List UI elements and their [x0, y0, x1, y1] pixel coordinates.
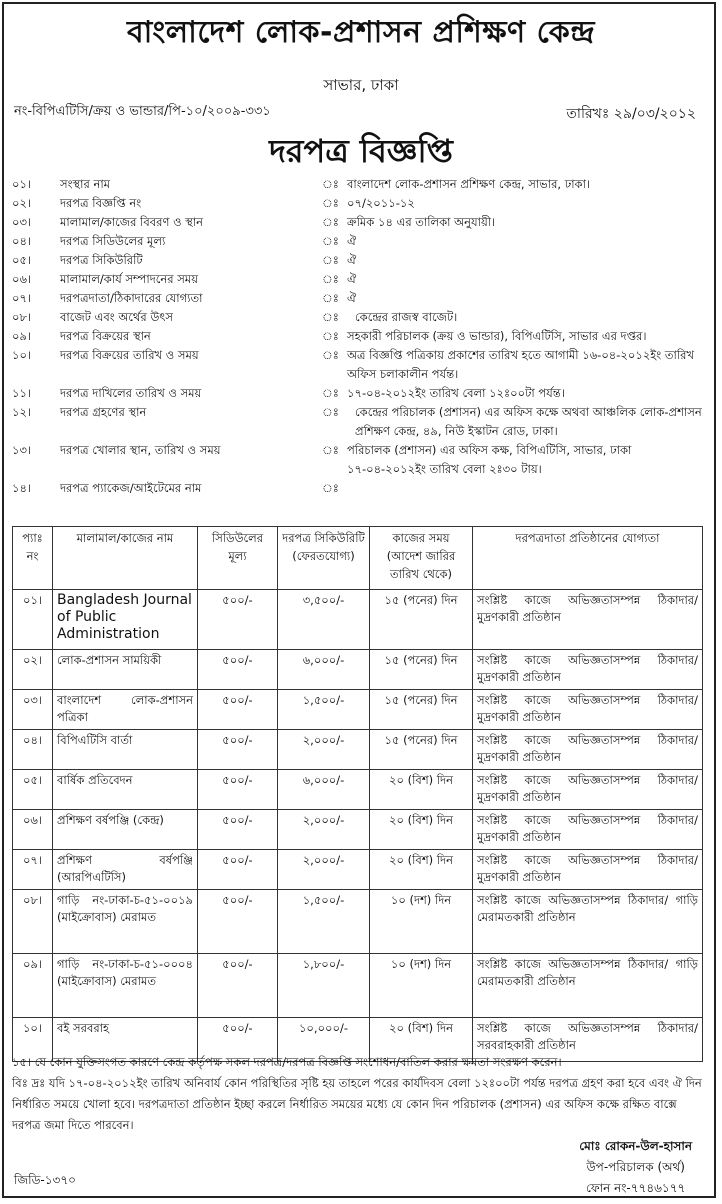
info-value: ঐ — [347, 253, 357, 267]
info-label: সংস্থার নাম — [60, 177, 111, 191]
signatory-phone: ফোন নং-৭৭৪৬১৭৭ — [585, 1181, 686, 1195]
info-colon: ঃ — [322, 329, 339, 343]
reference-number: নং-বিপিএটিসি/ক্রয় ও ভান্ডার/পি-১০/২০০৯-৩৩১ — [14, 104, 271, 119]
cell-security: ৩,৫০০/- — [278, 590, 370, 650]
info-row — [12, 479, 702, 498]
cell-work-time: ২০ (বিশ) দিন — [370, 850, 473, 890]
header-eligibility: দরপত্রদাতা প্রতিষ্ঠানের যোগ্যতা — [473, 527, 703, 590]
info-colon: ঃ — [322, 481, 339, 495]
cell-schedule-price: ৫০০/- — [198, 590, 278, 650]
info-row — [12, 270, 702, 289]
cell-security: ১,৫০০/- — [278, 890, 370, 954]
document-code: জিডি-১৩৭০ — [14, 1173, 76, 1187]
info-label: মালামাল/কার্য সম্পাদনের সময় — [60, 272, 198, 286]
info-value: বাংলাদেশ লোক-প্রশাসন প্রশিক্ষণ কেন্দ্র, সাভার, ঢাকা। — [347, 177, 591, 191]
table-row — [13, 890, 703, 954]
signatory-designation: উপ-পরিচালক (অর্থ) — [586, 1160, 685, 1174]
header-schedule-price: সিডিউলের মূল্য — [198, 527, 278, 590]
cell-security: ২,০০০/- — [278, 730, 370, 770]
cell-eligibility: সংশ্লিষ্ট কাজে অভিজ্ঞতাসম্পন্ন ঠিকাদার/ গাড়ি মেরামতকারী প্রতিষ্ঠান — [473, 890, 703, 954]
notice-title: দরপত্র বিজ্ঞপ্তি — [269, 132, 453, 170]
header-item-name: মালামাল/কাজের নাম — [53, 527, 198, 590]
info-colon: ঃ — [322, 272, 339, 286]
cell-schedule-price: ৫০০/- — [198, 1018, 278, 1062]
info-number: ০৬। — [12, 272, 32, 286]
info-value: কেন্দ্রের পরিচালক (প্রশাসন) এর অফিস কক্ষে অথবা আঞ্চলিক লোক-প্রশাসন প্রশিক্ষণ কেন্দ্র, ৪৯, নিউ ইস্কাটন রোড, ঢাকা। — [355, 405, 702, 438]
info-label: দরপত্র দাখিলের তারিখ ও সময় — [60, 386, 202, 400]
info-value: অত্র বিজ্ঞপ্তি পত্রিকায় প্রকাশের তারিখ হতে আগামী ১৬-০৪-২০১২ইং তারিখ অফিস চলাকালীন পর্যন্ত। — [347, 348, 695, 381]
info-label: দরপত্র বিক্রয়ের তারিখ ও সময় — [60, 348, 199, 362]
cell-security: ১,৮০০/- — [278, 954, 370, 1018]
cell-work-time: ১০ (দশ) দিন — [370, 954, 473, 1018]
note-item-15: ১৫। যে কোন যুক্তিসংগত কারণে কেন্দ্র কর্তৃপক্ষ সকল দরপত্র/দরপত্র বিজ্ঞপ্তি সংশোধন/বাতিল করার ক্ষমতা সংরক্ষণ করেন। — [12, 1055, 562, 1069]
cell-eligibility: সংশ্লিষ্ট কাজে অভিজ্ঞতাসম্পন্ন ঠিকাদার/ সরবরাহকারী প্রতিষ্ঠান — [473, 1018, 703, 1062]
cell-security: ১০,০০০/- — [278, 1018, 370, 1062]
cell-item-name: বাংলাদেশ লোক-প্রশাসন পত্রিকা — [53, 690, 198, 730]
info-colon: ঃ — [322, 291, 339, 305]
info-row — [12, 251, 702, 270]
info-number: ০৪। — [12, 234, 32, 248]
cell-package-no: ০৮। — [13, 890, 53, 954]
info-value: কেন্দ্রের রাজস্ব বাজেট। — [355, 310, 458, 324]
info-label: মালামাল/কাজের বিবরণ ও স্থান — [60, 215, 204, 229]
cell-eligibility: সংশ্লিষ্ট কাজে অভিজ্ঞতাসম্পন্ন ঠিকাদার/ গাড়ি মেরামতকারী প্রতিষ্ঠান — [473, 954, 703, 1018]
info-colon: ঃ — [322, 253, 339, 267]
info-number: ১২। — [12, 405, 32, 419]
info-label: দরপত্রদাতা/ঠিকাদারের যোগ্যতা — [60, 291, 203, 305]
cell-schedule-price: ৫০০/- — [198, 690, 278, 730]
cell-work-time: ২০ (বিশ) দিন — [370, 810, 473, 850]
info-colon: ঃ — [322, 177, 339, 191]
cell-package-no: ১০। — [13, 1018, 53, 1062]
table-row — [13, 850, 703, 890]
table-header-row — [13, 527, 703, 590]
cell-item-name: Bangladesh Journal of Public Administration — [53, 590, 198, 650]
header-security: দরপত্র সিকিউরিটি (ফেরতযোগ্য) — [278, 527, 370, 590]
footer-notes — [12, 1052, 702, 1136]
table-row — [13, 590, 703, 650]
table-row — [13, 810, 703, 850]
signature-block — [579, 1136, 692, 1199]
cell-package-no: ০২। — [13, 650, 53, 690]
table-row — [13, 770, 703, 810]
organization-title: বাংলাদেশ লোক-প্রশাসন প্রশিক্ষণ কেন্দ্র — [126, 15, 596, 50]
table-row — [13, 730, 703, 770]
cell-eligibility: সংশ্লিষ্ট কাজে অভিজ্ঞতাসম্পন্ন ঠিকাদার/ মুদ্রণকারী প্রতিষ্ঠান — [473, 810, 703, 850]
cell-security: ২,০০০/- — [278, 810, 370, 850]
cell-schedule-price: ৫০০/- — [198, 650, 278, 690]
info-label: বাজেট এবং অর্থের উৎস — [60, 310, 174, 324]
cell-eligibility: সংশ্লিষ্ট কাজে অভিজ্ঞতাসম্পন্ন ঠিকাদার/ মুদ্রণকারী প্রতিষ্ঠান — [473, 850, 703, 890]
info-label: দরপত্র বিক্রয়ের স্থান — [60, 329, 151, 343]
info-number: ১১। — [12, 386, 32, 400]
cell-item-name: প্রশিক্ষণ বর্ষপঞ্জি (আরপিএটিসি) — [53, 850, 198, 890]
info-row — [12, 289, 702, 308]
cell-security: ৬,০০০/- — [278, 770, 370, 810]
cell-security: ২,০০০/- — [278, 850, 370, 890]
info-row — [12, 384, 702, 403]
cell-item-name: লোক-প্রশাসন সাময়িকী — [53, 650, 198, 690]
info-label: দরপত্র সিকিউরিটি — [60, 253, 143, 267]
info-colon: ঃ — [322, 405, 339, 419]
cell-schedule-price: ৫০০/- — [198, 730, 278, 770]
notice-date: তারিখঃ ২৯/০৩/২০১২ — [566, 106, 696, 122]
info-number: ০২। — [12, 196, 32, 210]
info-value — [347, 479, 702, 498]
cell-eligibility: সংশ্লিষ্ট কাজে অভিজ্ঞতাসম্পন্ন ঠিকাদার/ মুদ্রণকারী প্রতিষ্ঠান — [473, 770, 703, 810]
info-label: দরপত্র সিডিউলের মূল্য — [60, 234, 166, 248]
cell-work-time: ২০ (বিশ) দিন — [370, 770, 473, 810]
cell-package-no: ০৫। — [13, 770, 53, 810]
info-row — [12, 403, 702, 441]
info-value: সহকারী পরিচালক (ক্রয় ও ভান্ডার), বিপিএটিসি, সাভার এর দপ্তর। — [347, 329, 647, 343]
table-row — [13, 690, 703, 730]
info-label: দরপত্র প্যাকেজ/আইটেমের নাম — [60, 481, 202, 495]
cell-package-no: ০৯। — [13, 954, 53, 1018]
cell-package-no: ০৬। — [13, 810, 53, 850]
cell-package-no: ০১। — [13, 590, 53, 650]
special-note: বিঃ দ্রঃ যদি ১৭-০৪-২০১২ইং তারিখ অনিবার্য কোন পরিস্থিতির সৃষ্টি হয় তাহলে পরের কার্যদিবস বেলা ১২ঃ০০টা পর্যন্ত দরপত্র গ্রহণ করা হবে এবং ঐ দিন নির্ধারিত সময়ে খোলা হবে। দরপত্রদাতা প্রতিষ্ঠান ইচ্ছা করলে নির্ধারিত সময়ের মধ্যে যে কোন দিন পরিচালক (প্রশাসন) এর অফিস কক্ষে রক্ষিত বাক্সে দরপত্র জমা দিতে পারবেন। — [12, 1076, 702, 1132]
info-value: ক্রমিক ১৪ এর তালিকা অনুযায়ী। — [347, 215, 496, 229]
cell-eligibility: সংশ্লিষ্ট কাজে অভিজ্ঞতাসম্পন্ন ঠিকাদার/ মুদ্রণকারী প্রতিষ্ঠান — [473, 730, 703, 770]
header-work-time: কাজের সময় (আদেশ জারির তারিখ থেকে) — [370, 527, 473, 590]
info-colon: ঃ — [322, 196, 339, 210]
info-row — [12, 213, 702, 232]
cell-item-name: বিপিএটিসি বার্তা — [53, 730, 198, 770]
tender-info-list — [12, 175, 702, 498]
cell-work-time: ১৫ (পনের) দিন — [370, 730, 473, 770]
signatory-name: মোঃ রোকন-উল-হাসান — [579, 1139, 692, 1153]
table-row — [13, 954, 703, 1018]
cell-package-no: ০৩। — [13, 690, 53, 730]
info-value: ০৭/২০১১-১২ — [347, 196, 415, 210]
info-number: ০৭। — [12, 291, 32, 305]
info-row — [12, 346, 702, 384]
table-row — [13, 650, 703, 690]
info-value: ঐ — [347, 234, 357, 248]
cell-schedule-price: ৫০০/- — [198, 770, 278, 810]
info-colon: ঃ — [322, 234, 339, 248]
info-value: ঐ — [347, 291, 357, 305]
info-row — [12, 175, 702, 194]
info-row — [12, 308, 702, 327]
cell-security: ৬,০০০/- — [278, 650, 370, 690]
cell-eligibility: সংশ্লিষ্ট কাজে অভিজ্ঞতাসম্পন্ন ঠিকাদার/মুদ্রণকারী প্রতিষ্ঠান — [473, 590, 703, 650]
cell-schedule-price: ৫০০/- — [198, 850, 278, 890]
cell-schedule-price: ৫০০/- — [198, 954, 278, 1018]
cell-work-time: ২০ (বিশ) দিন — [370, 1018, 473, 1062]
cell-package-no: ০৭। — [13, 850, 53, 890]
organization-location: সাভার, ঢাকা — [323, 76, 399, 94]
info-row — [12, 327, 702, 346]
info-row — [12, 441, 702, 479]
cell-eligibility: সংশ্লিষ্ট কাজে অভিজ্ঞতাসম্পন্ন ঠিকাদার/ মুদ্রণকারী প্রতিষ্ঠান — [473, 650, 703, 690]
info-label: দরপত্র গ্রহণের স্থান — [60, 405, 147, 419]
cell-item-name: গাড়ি নং-ঢাকা-চ-৫১-০০০৪ (মাইক্রোবাস) মেরামত — [53, 954, 198, 1018]
cell-eligibility: সংশ্লিষ্ট কাজে অভিজ্ঞতাসম্পন্ন ঠিকাদার/ মুদ্রণকারী প্রতিষ্ঠান — [473, 690, 703, 730]
info-row — [12, 194, 702, 213]
header-package-no: প্যাঃ নং — [13, 527, 53, 590]
cell-item-name: বার্ষিক প্রতিবেদন — [53, 770, 198, 810]
cell-item-name: প্রশিক্ষণ বর্ষপঞ্জি (কেন্দ্র) — [53, 810, 198, 850]
cell-schedule-price: ৫০০/- — [198, 890, 278, 954]
info-colon: ঃ — [322, 348, 339, 362]
info-number: ১০। — [12, 348, 32, 362]
cell-work-time: ১৫ (পনের) দিন — [370, 690, 473, 730]
info-value: পরিচালক (প্রশাসন) এর অফিস কক্ষ, বিপিএটিসি, সাভার, ঢাকা ১৭-০৪-২০১২ইং তারিখ বেলা ২ঃ৩০ টায়। — [347, 443, 632, 476]
info-number: ১৩। — [12, 443, 32, 457]
cell-schedule-price: ৫০০/- — [198, 810, 278, 850]
info-number: ০৯। — [12, 329, 32, 343]
info-number: ০৮। — [12, 310, 32, 324]
info-colon: ঃ — [322, 215, 339, 229]
cell-package-no: ০৪। — [13, 730, 53, 770]
info-colon: ঃ — [322, 386, 339, 400]
info-value: ১৭-০৪-২০১২ইং তারিখ বেলা ১২ঃ০০টা পর্যন্ত। — [347, 386, 565, 400]
cell-work-time: ১০ (দশ) দিন — [370, 890, 473, 954]
cell-security: ১,৫০০/- — [278, 690, 370, 730]
package-table — [12, 526, 703, 1062]
cell-work-time: ১৫ (পনের) দিন — [370, 650, 473, 690]
cell-work-time: ১৫ (পনের) দিন — [370, 590, 473, 650]
info-colon: ঃ — [322, 443, 339, 457]
info-colon: ঃ — [322, 310, 339, 324]
info-number: ০৫। — [12, 253, 32, 267]
info-number: ০১। — [12, 177, 32, 191]
info-row — [12, 232, 702, 251]
info-label: দরপত্র খোলার স্থান, তারিখ ও সময় — [60, 443, 221, 457]
info-number: ০৩। — [12, 215, 32, 229]
cell-item-name: গাড়ি নং-ঢাকা-চ-৫১-০০১৯ (মাইক্রোবাস) মেরামত — [53, 890, 198, 954]
info-value: ঐ — [347, 272, 357, 286]
info-label: দরপত্র বিজ্ঞপ্তি নং — [60, 196, 142, 210]
info-number: ১৪। — [12, 481, 32, 495]
cell-item-name: বই সরবরাহ — [53, 1018, 198, 1062]
